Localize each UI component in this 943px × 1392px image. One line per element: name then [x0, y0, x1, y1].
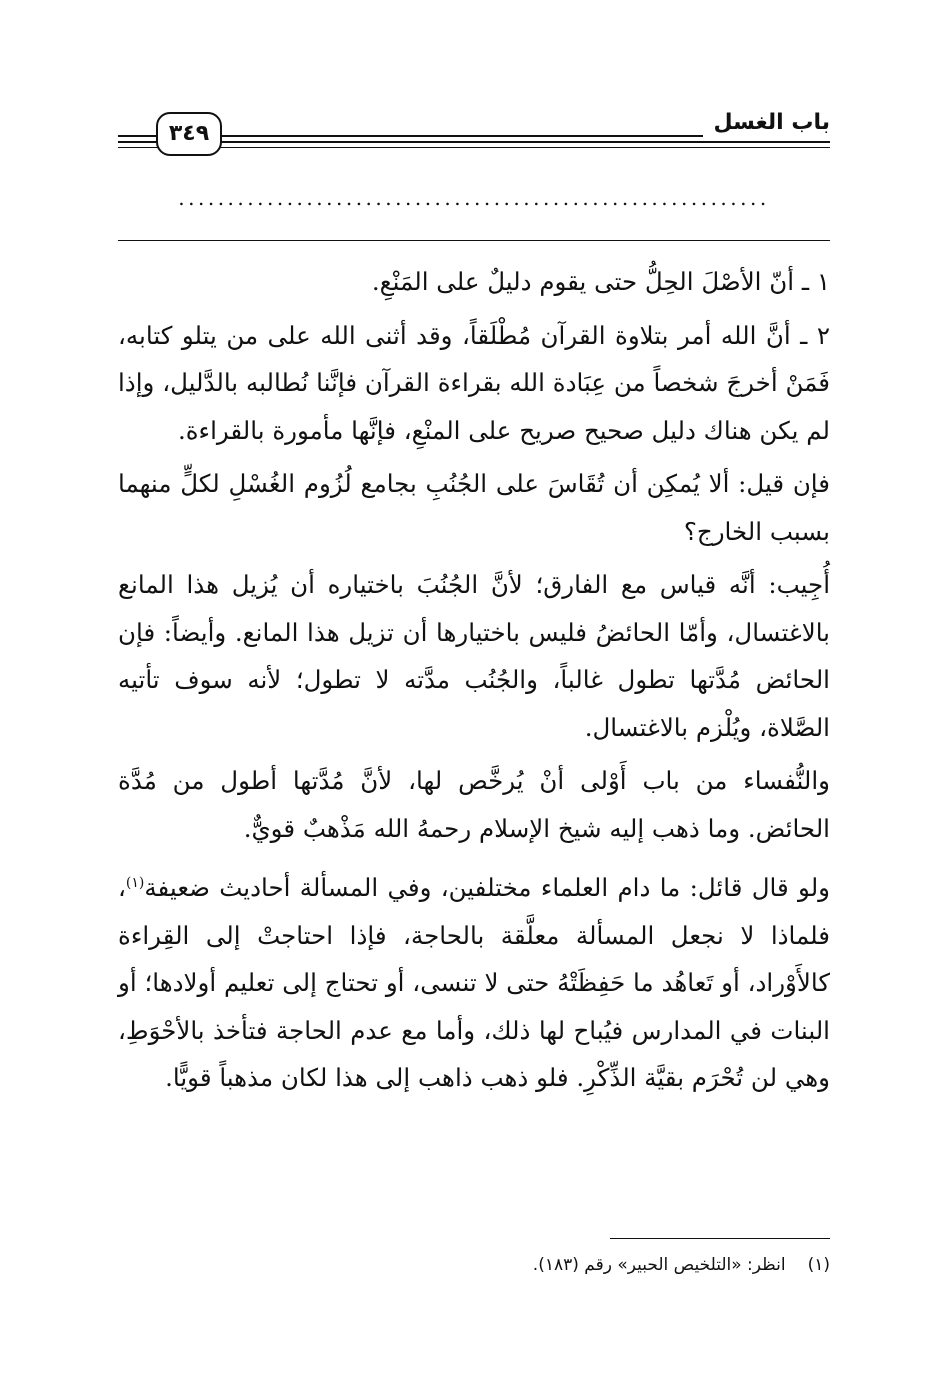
page-header: [118, 108, 830, 158]
paragraph-2: ٢ ـ أنَّ الله أمر بتلاوة القرآن مُطْلَقاً، وقد أثنى الله على من يتلو كتابه، فَمَنْ أخرجَ شخصاً من عِبَادة الله بقراءة القرآن فإنَّنا نُطالبه بالدَّليل، وإذا لم يكن هناك دليل صحيح صريح على المنْعِ، فإنَّها مأمورة بالقراءة.: [118, 320, 830, 445]
paragraph-1: ١ ـ أنّ الأصْلَ الحِلُّ حتى يقوم دليلٌ على المَنْعِ.: [371, 267, 830, 296]
section-divider: [118, 240, 830, 241]
footnote-text: انظر: «التلخيص الحبير» رقم (١٨٣).: [532, 1255, 786, 1275]
paragraph-6: [118, 864, 830, 1102]
page-number: ٣٤٩: [156, 112, 222, 156]
header-rule: [118, 141, 830, 143]
main-text: [118, 258, 830, 1102]
footnote-number: (١): [807, 1255, 830, 1275]
header-rule: [118, 147, 830, 148]
paragraph-4: أُجِيب: أنَّه قياس مع الفارق؛ لأنَّ الجُنُبَ باختياره أن يُزيل هذا المانع بالاغتسال، وأمّا الحائضُ فليس باختيارها أن تزيل هذا المانع. وأيضاً: فإن الحائض مُدَّتها تطول غالباً، والجُنُب مدَّته لا تطول؛ لأنه سوف تأتيه الصَّلاة، ويُلْزم بالاغتسال.: [118, 570, 830, 742]
dotted-separator: ............................................................: [178, 186, 770, 210]
footnote: [118, 1248, 830, 1282]
paragraph-5: والنُّفساء من باب أَوْلى أنْ يُرخَّص لها، لأنَّ مُدَّتها أطول من مُدَّة الحائض. وما ذهب إليه شيخ الإسلام رحمهُ الله مَذْهبٌ قويٌّ.: [118, 766, 830, 843]
paragraph-3: فإن قيل: ألا يُمكِن أن تُقَاسَ على الجُنُبِ بجامع لُزُوم الغُسْلِ لكلٍّ منهما بسبب الخارج؟: [118, 469, 830, 546]
footnote-reference[interactable]: (١): [125, 874, 145, 891]
paragraph-6-text-start: ولو قال قائل: ما دام العلماء مختلفين، وفي المسألة أحاديث ضعيفة: [144, 873, 830, 902]
paragraph-6-text-end: ، فلماذا لا نجعل المسألة معلَّقة بالحاجة، فإذا احتاجتْ إلى القِراءة كالأَوْراد، أو تَعاهُد ما حَفِظَتْهُ حتى لا تنسى، أو تحتاج إلى تعليم أولادها؛ أو البنات في المدارس فيُباح لها ذلك، وأما مع عدم الحاجة فتأخذ بالأحْوَطِ، وهي لن تُحْرَم بقيَّة الذِّكْرِ. فلو ذهب ذاهب إلى هذا لكان مذهباً قويًّا.: [118, 873, 830, 1092]
footnote-divider: [610, 1238, 830, 1239]
chapter-title: باب الغسل: [703, 108, 830, 138]
